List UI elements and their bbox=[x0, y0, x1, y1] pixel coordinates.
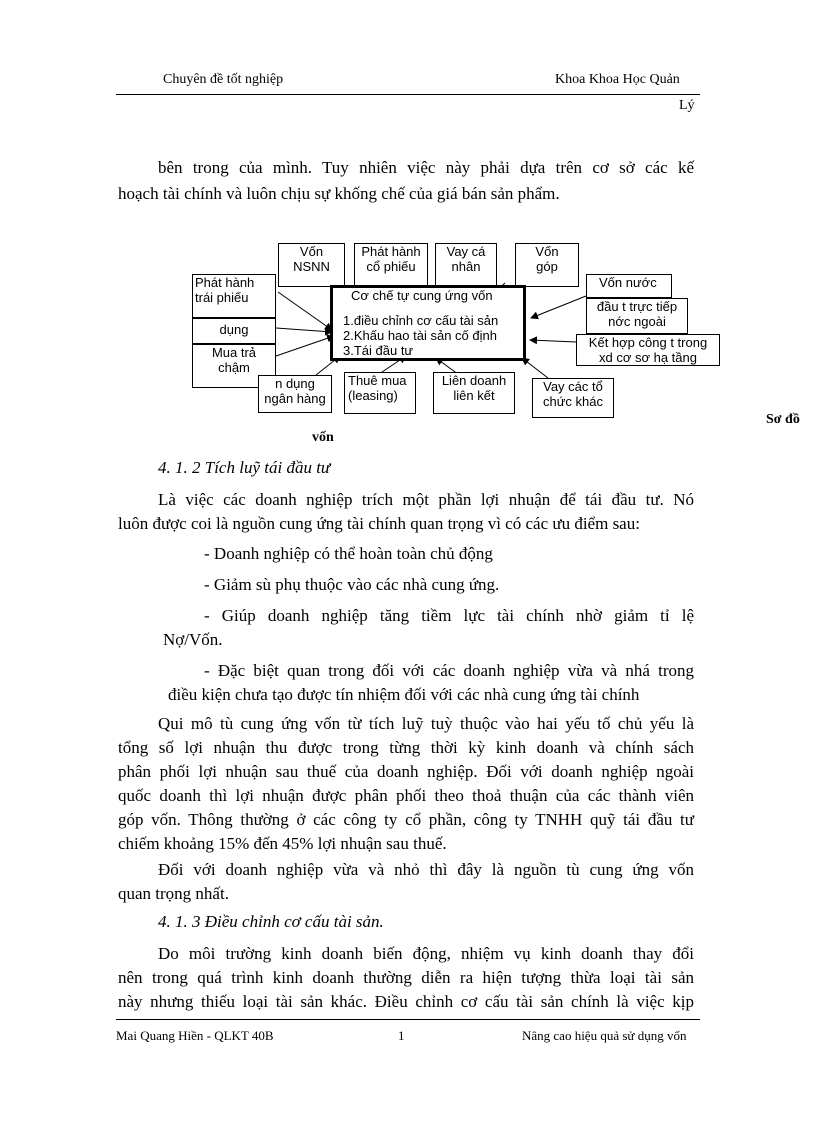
center-item-2: 2.Khấu hao tài sản cố định bbox=[343, 328, 497, 343]
diagram-caption-left: vốn bbox=[312, 430, 334, 445]
footer-left: Mai Quang Hiền - QLKT 40B bbox=[116, 1028, 274, 1043]
box-thue-mua: Thuê mua (leasing) bbox=[344, 372, 416, 414]
para-413-line-3: này nhưng thiếu loại tài sản khác. Điều chỉnh cơ cấu tài sản chính là việc kịp bbox=[118, 992, 694, 1011]
bullet-4-line-1: - Đặc biệt quan trong đối với các doanh nghiệp vừa và nhá trong bbox=[204, 661, 694, 680]
para3-line-2: quan trọng nhất. bbox=[118, 884, 229, 903]
box-von-nuoc: Vốn nước bbox=[586, 274, 672, 298]
para2-line-5: góp vốn. Thông thường ở các công ty cổ phần, công ty TNHH quỹ tái đầu tư bbox=[118, 810, 694, 829]
para-413-line-2: nên trong quá trình kinh doanh thường diễn ra hiện tượng thừa loại tài sản bbox=[118, 968, 694, 987]
arrow-von-nuoc-ngoai bbox=[531, 296, 586, 318]
footer-right: Nâng cao hiệu quả sử dụng vốn bbox=[522, 1028, 687, 1043]
intro-line-1: bên trong của mình. Tuy nhiên việc này phải dựa trên cơ sở các kế bbox=[158, 158, 694, 177]
footer-page-number: 1 bbox=[398, 1028, 405, 1043]
bullet-3-line-2: Nợ/Vốn. bbox=[163, 630, 223, 649]
header-right: Khoa Khoa Học Quản bbox=[555, 72, 680, 87]
bullet-3-line-1: - Giúp doanh nghiệp tăng tiềm lực tài chính nhờ giảm tỉ lệ bbox=[204, 606, 694, 625]
arrow-ket-hop bbox=[530, 340, 576, 342]
para2-line-2: tổng số lợi nhuận thu được trong từng thời kỳ kinh doanh và chính sách bbox=[118, 738, 694, 757]
box-lien-doanh: Liên doanh liên kết bbox=[433, 372, 515, 414]
para-412-line-1: Là việc các doanh nghiệp trích một phần lợi nhuận để tái đầu tư. Nó bbox=[158, 490, 694, 509]
box-vay-ca-nhan: Vay cá nhân bbox=[435, 243, 497, 287]
box-von-gop: Vốn góp bbox=[515, 243, 579, 287]
center-item-1: 1.điều chỉnh cơ cấu tài sản bbox=[343, 313, 499, 328]
diagram-caption-right: Sơ đồ bbox=[766, 412, 800, 427]
bullet-4-line-2: điều kiện chưa tạo được tín nhiệm đối với các nhà cung ứng tài chính bbox=[168, 685, 640, 704]
center-self-financing-box bbox=[330, 285, 526, 361]
para2-line-3: phân phối lợi nhuận sau thuế của doanh nghiệp. Đối với doanh nghiệp ngoài bbox=[118, 762, 694, 781]
para2-line-4: quốc doanh thì lợi nhuận được phân phối theo thoả thuận của các thành viên bbox=[118, 786, 694, 805]
section-heading-412: 4. 1. 2 Tích luỹ tái đầu tư bbox=[158, 458, 331, 477]
header-left: Chuyên đề tốt nghiệp bbox=[163, 72, 284, 87]
arrow-vay-to-chuc bbox=[522, 358, 548, 378]
box-von-nsnn: Vốn NSNN bbox=[278, 243, 345, 287]
bullet-1: - Doanh nghiệp có thể hoàn toàn chủ động bbox=[204, 544, 493, 563]
box-dung: dụng bbox=[192, 318, 276, 344]
para-413-line-1: Do môi trường kinh doanh biến động, nhiệm vụ kinh doanh thay đổi bbox=[158, 944, 694, 963]
box-vay-to-chuc: Vay các tổ chức khác bbox=[532, 378, 614, 418]
para3-line-1: Đối với doanh nghiệp vừa và nhỏ thì đây là nguồn tù cung ứng vốn bbox=[158, 860, 694, 879]
header-right-cont: Lý bbox=[679, 98, 695, 113]
footer-rule bbox=[116, 1019, 700, 1020]
arrow-trai-phieu bbox=[278, 292, 332, 330]
box-ket-hop-cong-tu: Kết hợp công t trong xd cơ sơ hạ tầng bbox=[576, 334, 720, 366]
box-dau-tu-truc-tiep: đầu t trực tiếp nớc ngoài bbox=[586, 298, 688, 334]
bullet-2: - Giảm sù phụ thuộc vào các nhà cung ứng. bbox=[204, 575, 500, 594]
box-tin-dung-ngan-hang: n dụng ngân hàng bbox=[258, 375, 332, 413]
box-phat-hanh-trai-phieu: Phát hành trái phiếu bbox=[192, 274, 276, 318]
arrow-dung bbox=[276, 328, 332, 332]
box-mua-tra-cham: Mua trả chậm bbox=[192, 344, 276, 388]
section-heading-413: 4. 1. 3 Điều chỉnh cơ cấu tài sản. bbox=[158, 912, 384, 931]
arrow-mua-tra-cham bbox=[276, 336, 334, 356]
para2-line-1: Qui mô tù cung ứng vốn từ tích luỹ tuỳ thuộc vào hai yếu tố chủ yếu là bbox=[158, 714, 694, 733]
center-item-3: 3.Tái đầu tư bbox=[343, 343, 414, 358]
box-phat-hanh-co-phieu: Phát hành cổ phiếu bbox=[354, 243, 428, 287]
para2-line-6: chiếm khoảng 15% đến 45% lợi nhuận sau thuế. bbox=[118, 834, 447, 853]
center-title: Cơ chế tự cung ứng vốn bbox=[351, 288, 493, 303]
intro-line-2: hoạch tài chính và luôn chịu sự khống chế của giá bán sản phẩm. bbox=[118, 184, 560, 203]
para-412-line-2: luôn được coi là nguồn cung ứng tài chính quan trọng vì có các ưu điểm sau: bbox=[118, 514, 640, 533]
